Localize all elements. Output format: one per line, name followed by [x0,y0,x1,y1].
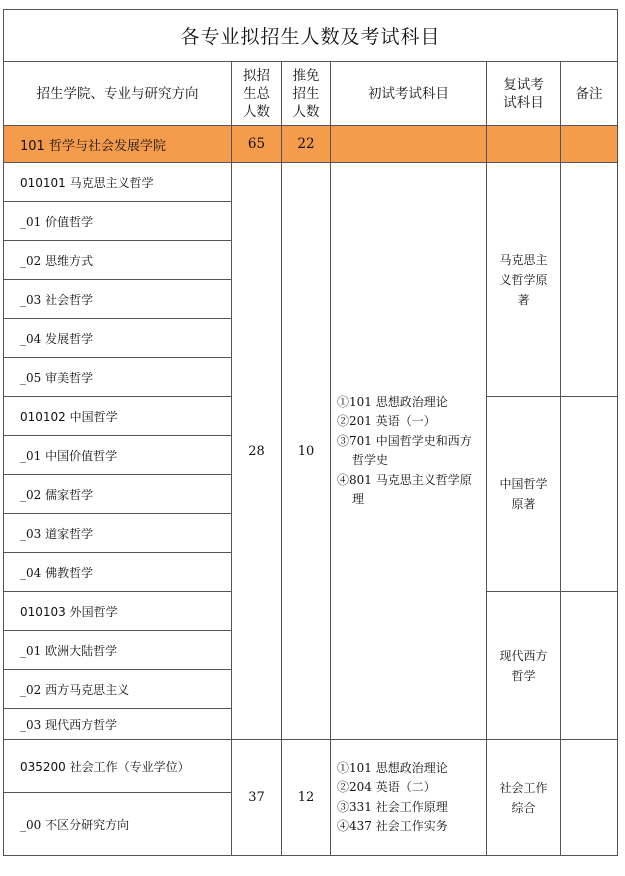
direction-name: _01 价值哲学 [4,202,232,241]
table-title: 各专业拟招生人数及考试科目 [4,10,618,62]
admission-table [3,9,618,856]
major-name: 035200 社会工作（专业学位） [4,740,232,793]
retest-social-work: 社会工作 综合 [487,740,561,856]
direction-name: _01 欧洲大陆哲学 [4,631,232,670]
direction-name: _03 现代西方哲学 [4,709,232,740]
major-name: 010101 马克思主义哲学 [4,163,232,202]
college-total-quota: 65 [232,126,282,163]
college-exempt-quota: 22 [282,126,331,163]
header-row [4,62,618,126]
college-exam-empty [331,126,487,163]
header-notes: 备注 [561,62,618,126]
direction-name: _04 佛教哲学 [4,553,232,592]
direction-name: _02 思维方式 [4,241,232,280]
notes-cell [561,163,618,397]
college-name: 101 哲学与社会发展学院 [4,126,232,163]
notes-cell [561,397,618,592]
college-row [4,126,618,163]
retest-marxist: 马克思主 义哲学原 著 [487,163,561,397]
direction-name: _00 不区分研究方向 [4,793,232,856]
group2-exam-subjects: ①101 思想政治理论 ②204 英语（二） ③331 社会工作原理 ④437 社会工作实务 [331,740,487,856]
notes-cell [561,592,618,740]
group2-total-quota: 37 [232,740,282,856]
header-exempt-quota: 推免 招生 人数 [282,62,331,126]
group1-exam-subjects: ①101 思想政治理论 ②201 英语（一） ③701 中国哲学史和西方哲学史 ④801 马克思主义哲学原理 [331,163,487,740]
notes-cell [561,740,618,856]
major-name: 010103 外国哲学 [4,592,232,631]
group2-exempt-quota: 12 [282,740,331,856]
table-row [4,740,618,793]
direction-name: _04 发展哲学 [4,319,232,358]
direction-name: _03 社会哲学 [4,280,232,319]
table-row [4,163,618,202]
direction-name: _01 中国价值哲学 [4,436,232,475]
retest-chinese: 中国哲学 原著 [487,397,561,592]
header-total-quota: 拟招 生总 人数 [232,62,282,126]
header-college-major: 招生学院、专业与研究方向 [4,62,232,126]
group1-exempt-quota: 10 [282,163,331,740]
major-name: 010102 中国哲学 [4,397,232,436]
college-notes-empty [561,126,618,163]
direction-name: _02 西方马克思主义 [4,670,232,709]
header-retest-subjects: 复试考 试科目 [487,62,561,126]
group1-total-quota: 28 [232,163,282,740]
direction-name: _03 道家哲学 [4,514,232,553]
retest-western: 现代西方 哲学 [487,592,561,740]
college-retest-empty [487,126,561,163]
direction-name: _05 审美哲学 [4,358,232,397]
header-exam-subjects: 初试考试科目 [331,62,487,126]
direction-name: _02 儒家哲学 [4,475,232,514]
